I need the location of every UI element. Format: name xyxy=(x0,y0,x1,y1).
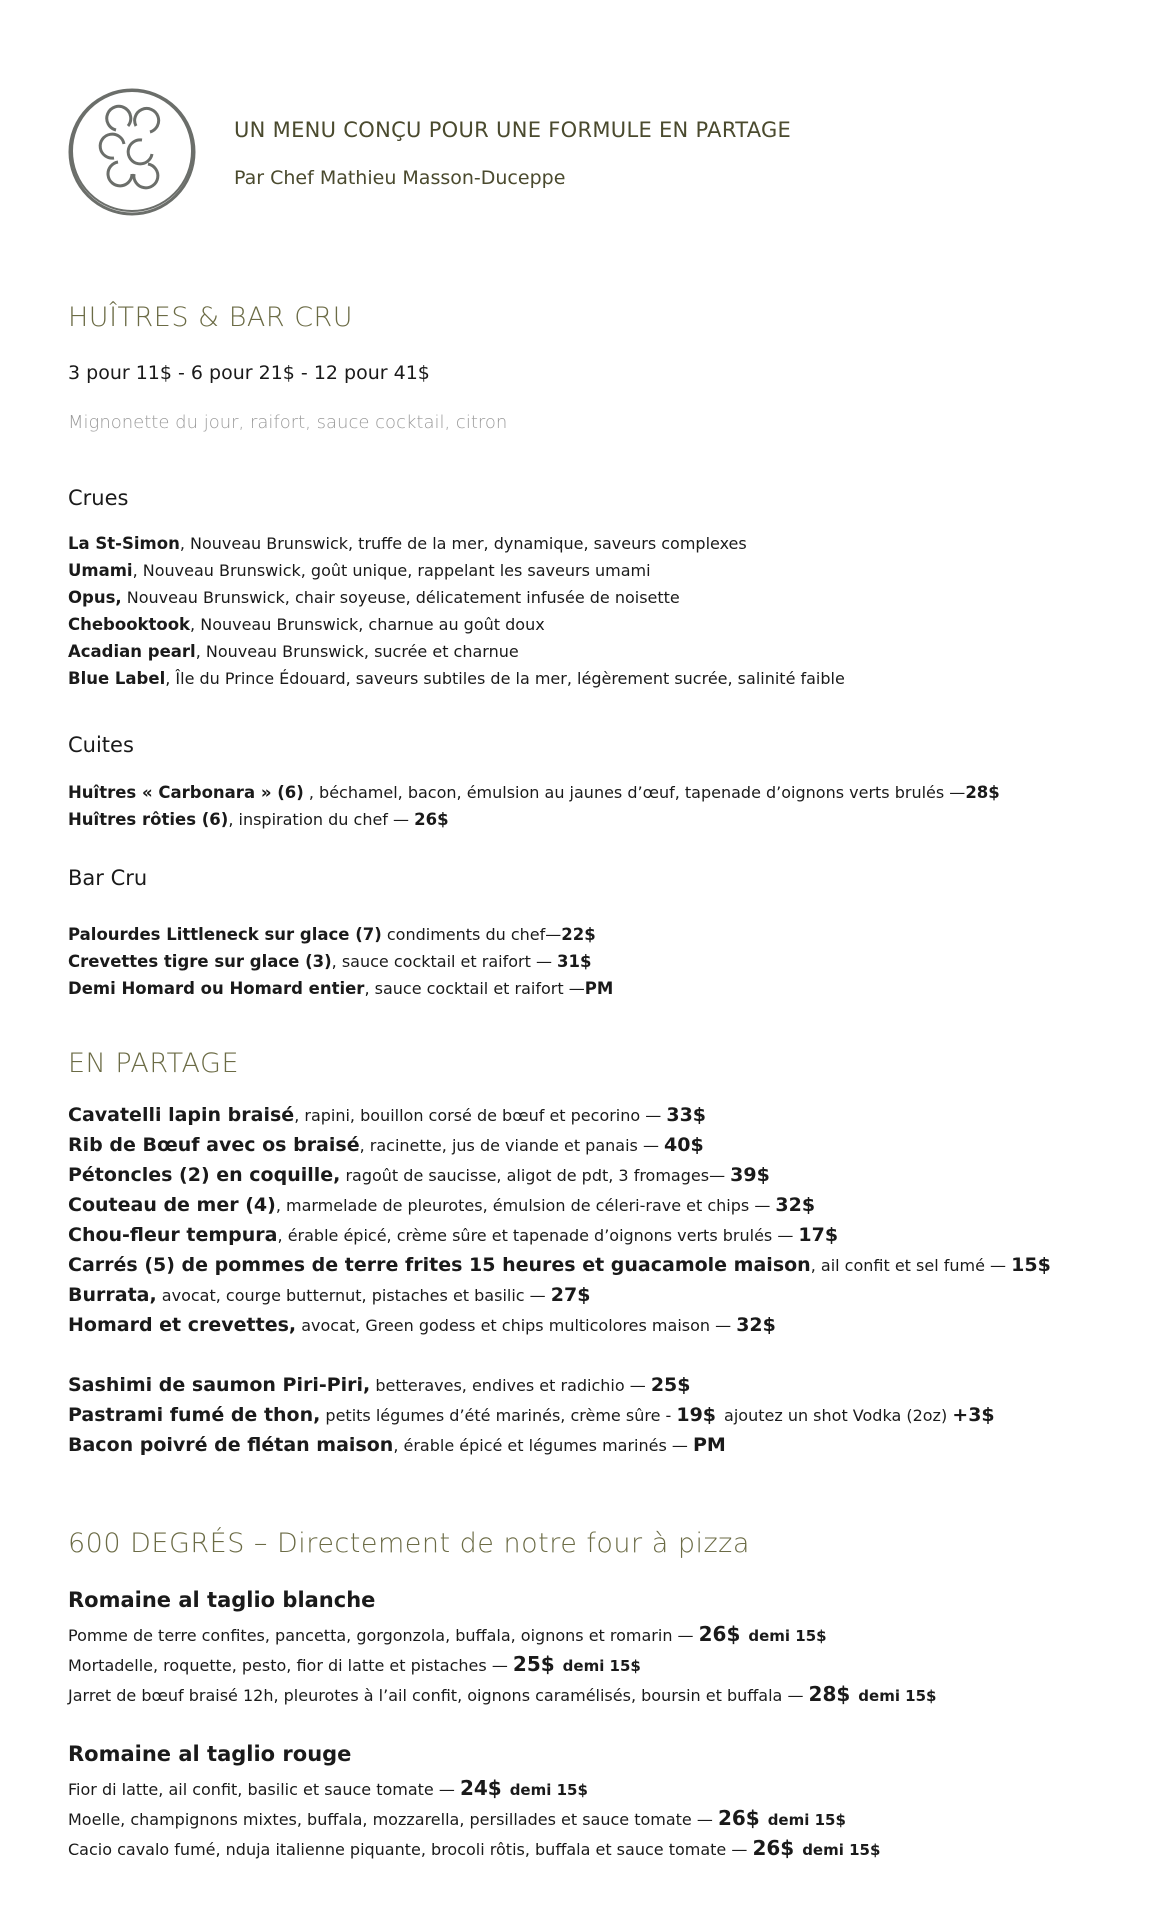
menu-item xyxy=(68,536,747,553)
item-half-price: demi 15$ xyxy=(562,1657,641,1675)
oyster-condiments: Mignonette du jour, raifort, sauce cocktail, citron xyxy=(68,412,508,433)
item-price: 32$ xyxy=(775,1194,816,1216)
item-desc: , ail confit et sel fumé — xyxy=(810,1256,1012,1275)
chef-credit: Par Chef Mathieu Masson-Duceppe xyxy=(234,167,566,189)
item-desc: condiments du chef— xyxy=(381,925,562,944)
subsection-title-barcru: Bar Cru xyxy=(68,866,148,890)
item-half-price: demi 15$ xyxy=(858,1687,937,1705)
item-price: 24$ xyxy=(459,1776,502,1800)
menu-item xyxy=(68,954,591,971)
item-desc: , rapini, bouillon corsé de bœuf et pecorino — xyxy=(294,1106,667,1125)
item-name: La St-Simon xyxy=(68,534,180,553)
menu-item xyxy=(68,1838,880,1858)
item-price: 31$ xyxy=(557,952,592,971)
menu-item xyxy=(68,1684,937,1704)
subsection-title-crues: Crues xyxy=(68,486,129,510)
item-price: 15$ xyxy=(1011,1254,1051,1276)
menu-item xyxy=(68,1286,590,1305)
item-name: Pétoncles (2) en coquille, xyxy=(68,1164,341,1186)
menu-item xyxy=(68,812,449,829)
item-price: 26$ xyxy=(414,810,449,829)
menu-item xyxy=(68,671,845,688)
item-desc: avocat, Green godess et chips multicolores maison — xyxy=(296,1316,737,1335)
item-name: Chebooktook xyxy=(68,615,191,634)
item-desc: ragoût de saucisse, aligot de pdt, 3 fromages— xyxy=(340,1166,731,1185)
item-desc: , Nouveau Brunswick, goût unique, rappelant les saveurs umami xyxy=(132,561,651,580)
item-desc: Mortadelle, roquette, pesto, fior di latte et pistaches — xyxy=(68,1656,513,1675)
menu-item xyxy=(68,1808,846,1828)
menu-item xyxy=(68,1316,776,1335)
menu-item xyxy=(68,1106,706,1125)
item-price: 27$ xyxy=(550,1284,591,1306)
item-name: Palourdes Littleneck sur glace (7) xyxy=(68,925,382,944)
menu-title: UN MENU CONÇU POUR UNE FORMULE EN PARTAGE xyxy=(234,118,792,142)
item-name: Burrata, xyxy=(68,1284,157,1306)
menu-item xyxy=(68,1166,770,1185)
item-name: Pastrami fumé de thon, xyxy=(68,1404,321,1426)
item-name: Demi Homard ou Homard entier xyxy=(68,979,365,998)
menu-item xyxy=(68,981,613,998)
oyster-pricing: 3 pour 11$ - 6 pour 21$ - 12 pour 41$ xyxy=(68,362,430,384)
item-price: 33$ xyxy=(666,1104,707,1126)
menu-item xyxy=(68,927,596,944)
menu-item xyxy=(68,644,519,661)
item-desc: , sauce cocktail et raifort — xyxy=(364,979,585,998)
menu-item xyxy=(68,590,680,607)
item-desc: , racinette, jus de viande et panais — xyxy=(359,1136,665,1155)
item-price: 26$ xyxy=(717,1806,760,1830)
item-name: Opus, xyxy=(68,588,122,607)
item-price: 40$ xyxy=(664,1134,704,1156)
item-desc: , Nouveau Brunswick, sucrée et charnue xyxy=(195,642,519,661)
item-name: Crevettes tigre sur glace (3) xyxy=(68,952,332,971)
item-price: 32$ xyxy=(736,1314,776,1336)
menu-item xyxy=(68,1226,838,1245)
item-price: PM xyxy=(692,1434,726,1456)
menu-item xyxy=(68,1136,704,1155)
item-name: Sashimi de saumon Piri-Piri, xyxy=(68,1374,371,1396)
item-desc: betteraves, endives et radichio — xyxy=(370,1376,651,1395)
item-desc: Pomme de terre confites, pancetta, gorgonzola, buffala, oignons et romarin — xyxy=(68,1626,699,1645)
restaurant-logo xyxy=(64,84,200,220)
item-half-price: demi 15$ xyxy=(802,1841,881,1859)
section-title-pizza: 600 DEGRÉS – Directement de notre four à pizza xyxy=(68,1528,750,1559)
menu-item xyxy=(68,1376,690,1395)
item-desc: , Nouveau Brunswick, truffe de la mer, dynamique, saveurs complexes xyxy=(179,534,747,553)
item-name: Couteau de mer (4) xyxy=(68,1194,276,1216)
item-desc: Moelle, champignons mixtes, buffala, mozzarella, persillades et sauce tomate — xyxy=(68,1810,718,1829)
item-price: 19$ xyxy=(676,1404,717,1426)
item-name: Huîtres « Carbonara » (6) xyxy=(68,783,304,802)
menu-item xyxy=(68,617,545,634)
item-price: 39$ xyxy=(730,1164,770,1186)
item-desc: , érable épicé, crème sûre et tapenade d’oignons verts brulés — xyxy=(277,1226,799,1245)
section-title-oysters: HUÎTRES & BAR CRU xyxy=(68,302,354,333)
menu-item xyxy=(68,1196,815,1215)
item-price: 28$ xyxy=(965,783,1000,802)
item-desc: , béchamel, bacon, émulsion au jaunes d’œuf, tapenade d’oignons verts brulés — xyxy=(303,783,966,802)
item-price: 22$ xyxy=(561,925,596,944)
item-name: Rib de Bœuf avec os braisé xyxy=(68,1134,360,1156)
section-title-partage: EN PARTAGE xyxy=(68,1048,240,1079)
menu-item xyxy=(68,1256,1051,1275)
item-price: 26$ xyxy=(752,1836,795,1860)
item-price: 25$ xyxy=(512,1652,555,1676)
item-name: Umami xyxy=(68,561,133,580)
item-price: 26$ xyxy=(698,1622,741,1646)
menu-item xyxy=(68,1406,995,1425)
menu-item xyxy=(68,1436,726,1455)
item-half-price: demi 15$ xyxy=(509,1781,588,1799)
item-desc: petits légumes d’été marinés, crème sûre - xyxy=(320,1406,677,1425)
item-name: Bacon poivré de flétan maison xyxy=(68,1434,394,1456)
item-price: PM xyxy=(584,979,614,998)
item-note-price: +3$ xyxy=(952,1404,995,1426)
item-desc: Jarret de bœuf braisé 12h, pleurotes à l’ail confit, oignons caramélisés, boursin et buffala — xyxy=(68,1686,809,1705)
menu-item xyxy=(68,1778,588,1798)
item-name: Acadian pearl xyxy=(68,642,196,661)
subsection-title-blanche: Romaine al taglio blanche xyxy=(68,1588,376,1612)
item-desc: , Nouveau Brunswick, charnue au goût doux xyxy=(190,615,545,634)
item-note: ajoutez un shot Vodka (2oz) xyxy=(724,1406,948,1425)
item-name: Cavatelli lapin braisé xyxy=(68,1104,295,1126)
item-half-price: demi 15$ xyxy=(748,1627,827,1645)
item-desc: , marmelade de pleurotes, émulsion de céleri-rave et chips — xyxy=(275,1196,776,1215)
item-name: Huîtres rôties (6) xyxy=(68,810,229,829)
menu-item xyxy=(68,1624,827,1644)
item-desc: avocat, courge butternut, pistaches et basilic — xyxy=(156,1286,551,1305)
item-price: 17$ xyxy=(798,1224,839,1246)
menu-item xyxy=(68,785,1000,802)
item-price: 28$ xyxy=(808,1682,851,1706)
item-name: Carrés (5) de pommes de terre frites 15 heures et guacamole maison xyxy=(68,1254,811,1276)
item-desc: Cacio cavalo fumé, nduja italienne piquante, brocoli rôtis, buffala et sauce tomate — xyxy=(68,1840,753,1859)
item-name: Homard et crevettes, xyxy=(68,1314,297,1336)
item-desc: Fior di latte, ail confit, basilic et sauce tomate — xyxy=(68,1780,460,1799)
subsection-title-rouge: Romaine al taglio rouge xyxy=(68,1742,352,1766)
item-desc: Nouveau Brunswick, chair soyeuse, délicatement infusée de noisette xyxy=(121,588,680,607)
menu-item xyxy=(68,1654,641,1674)
item-half-price: demi 15$ xyxy=(767,1811,846,1829)
item-desc: , sauce cocktail et raifort — xyxy=(331,952,558,971)
item-desc: , érable épicé et légumes marinés — xyxy=(393,1436,693,1455)
item-name: Chou-fleur tempura xyxy=(68,1224,278,1246)
item-desc: , inspiration du chef — xyxy=(228,810,415,829)
menu-item xyxy=(68,563,651,580)
item-price: 25$ xyxy=(650,1374,691,1396)
subsection-title-cuites: Cuites xyxy=(68,733,134,757)
item-desc: , Île du Prince Édouard, saveurs subtiles de la mer, légèrement sucrée, salinité faible xyxy=(165,669,845,688)
item-name: Blue Label xyxy=(68,669,166,688)
